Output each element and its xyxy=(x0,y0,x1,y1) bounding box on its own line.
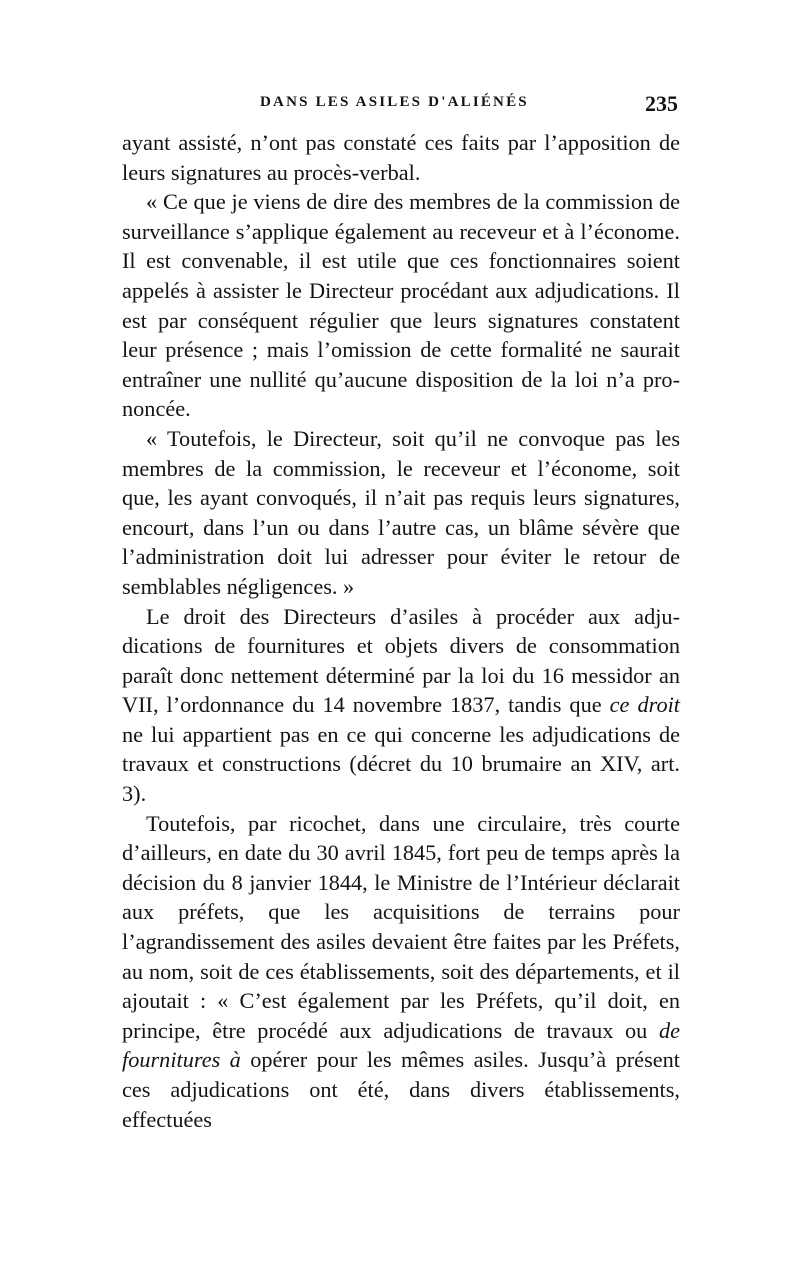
paragraph-droit-des-directeurs xyxy=(122,602,680,809)
paragraph-quote-toutefois xyxy=(122,424,680,602)
paragraph-circulaire xyxy=(122,809,680,1135)
paragraph-text: Toutefois, par ricochet, dans une circulaire, très courte d’ailleurs, en date du 30 avril 1845, fort peu de temps après la décision du 8 janvier 1844, le Ministre de l’Intérieur déclarait aux préfets, que les acquisitions de terrains pour l’agrandissement des asiles devaient être faites par les Préfets, au nom, soit de ces établissements, soit des départements, et il ajoutait : « C’est également par les Préfets, qu’il doit, en principe, être procédé aux adjudications de travaux ou xyxy=(122,810,680,1043)
book-page xyxy=(122,91,681,1134)
paragraph-text: Le droit des Directeurs d’asiles à procéder aux adjudications de fournitures et objets divers de consommation paraît donc nettement déterminé par la loi du 16 messidor an VII, l’ordonnance du 14 novembre 1837, tandis que xyxy=(122,603,680,718)
paragraph-text: « Ce que je viens de dire des membres de la commission de surveillance s’applique également au receveur et à l’économe. Il est convenable, il est utile que ces fonctionnaires soient appelés à assister le Directeur procédant aux adjudications. Il est par conséquent régulier que leurs signatures constatent leur présence ; mais l’omission de cette formalité ne saurait entraîner une nullité qu’aucune disposition de la loi n’a prononcée. xyxy=(122,189,680,422)
paragraph-text: opérer pour les mêmes asiles. Jusqu’à présent ces adjudications ont été, dans divers établissements, effectuées xyxy=(122,1047,680,1132)
paragraph-text: ne lui appartient pas en ce qui concerne les adjudications de travaux et constructions (décret du 10 brumaire an XIV, art. 3). xyxy=(122,721,680,807)
page-number: 235 xyxy=(645,91,678,116)
italic-phrase: ce droit xyxy=(609,692,681,718)
body-text xyxy=(122,128,680,1134)
paragraph-continuation xyxy=(122,128,680,187)
running-head xyxy=(122,91,680,128)
italic-phrase: de fournitures à xyxy=(122,1017,680,1073)
paragraph-text: ayant assisté, n’ont pas constaté ces faits par l’apposition de leurs signatures au procès-verbal. xyxy=(122,130,680,185)
running-title: DANS LES ASILES D'ALIÉNÉS xyxy=(260,94,529,110)
paragraph-text: « Toutefois, le Directeur, soit qu’il ne convoque pas les membres de la commission, le receveur et l’économe, soit que, les ayant convoqués, il n’ait pas requis leurs signatures, encourt, dans l’un ou dans l’autre cas, un blâme sévère que l’administration doit lui adresser pour éviter le retour de semblables négligences. » xyxy=(122,425,680,599)
paragraph-quote-membres xyxy=(122,187,680,424)
